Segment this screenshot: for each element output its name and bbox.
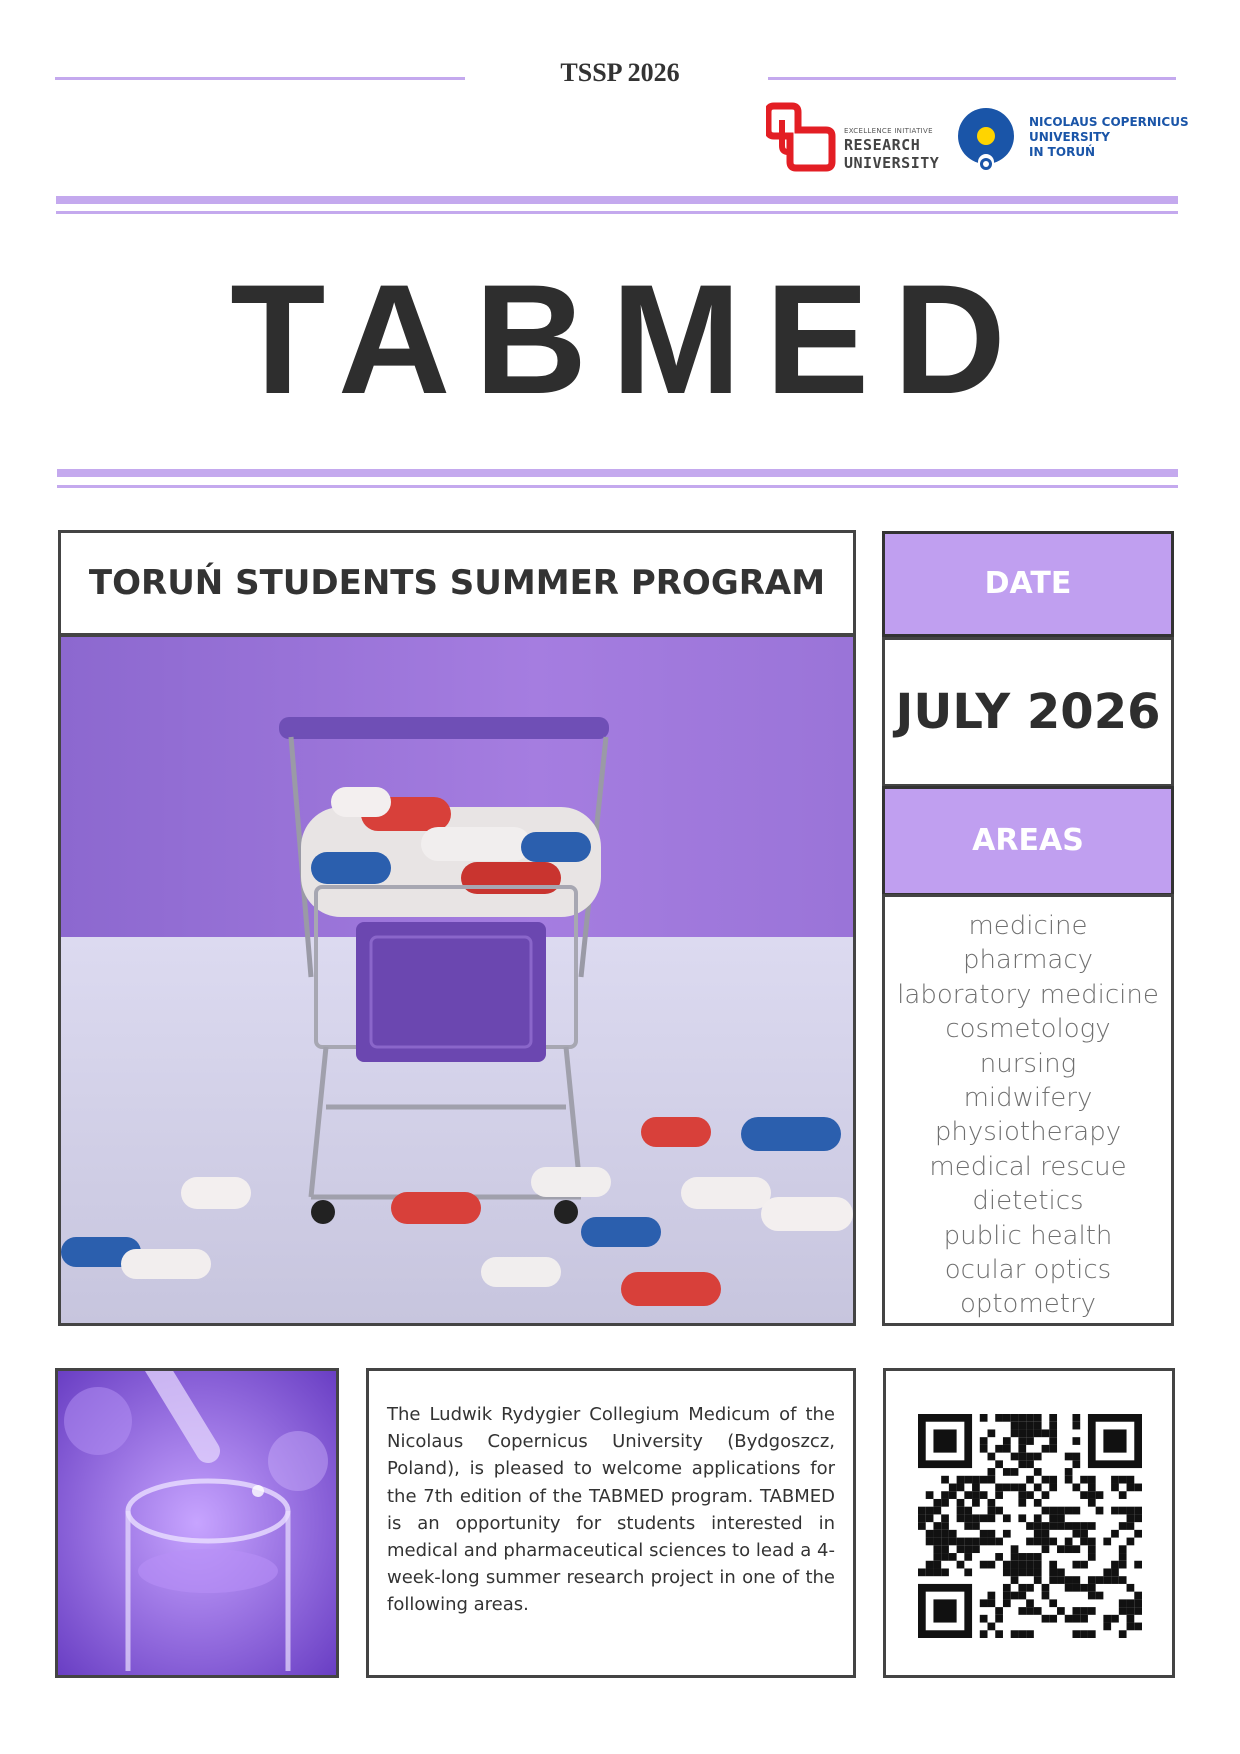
- areas-list: [885, 897, 1171, 1322]
- title-rule-thin: [57, 485, 1178, 488]
- header-rule-thick: [56, 196, 1178, 204]
- program-description: The Ludwik Rydygier Collegium Medicum of the Nicolaus Copernicus University (Bydgoszcz, Poland), is pleased to welcome applications for the 7th edition of the TABMED program. TABMED is an opportunity for students interested in medical and pharmaceutical sciences to lead a 4-week-long summer research project in one of the following areas.: [387, 1404, 835, 1616]
- pills-cart-illustration: [61, 637, 853, 1323]
- area-item: medical rescue: [929, 1151, 1127, 1182]
- area-item: dietetics: [972, 1186, 1084, 1217]
- date-value: JULY 2026: [895, 684, 1161, 740]
- area-item: midwifery: [963, 1083, 1093, 1114]
- ncu-emblem-icon: [955, 107, 1017, 173]
- areas-box: [882, 894, 1174, 1326]
- main-title: TABMED: [230, 253, 1030, 427]
- area-item: ocular optics: [944, 1255, 1112, 1286]
- ncu-logo: [955, 107, 1189, 177]
- top-rule-right: [768, 77, 1176, 80]
- research-logo-small-text: EXCELLENCE INITIATIVE: [844, 127, 933, 135]
- ncu-logo-line3: IN TORUŃ: [1029, 145, 1096, 159]
- ncu-logo-line2: UNIVERSITY: [1029, 130, 1110, 144]
- area-item: physiotherapy: [934, 1117, 1122, 1148]
- area-item: laboratory medicine: [897, 979, 1159, 1010]
- area-item: cosmetology: [945, 1014, 1111, 1045]
- program-heading-box: [58, 530, 856, 636]
- qr-code-icon[interactable]: [918, 1414, 1142, 1638]
- title-rule-thick: [57, 469, 1178, 477]
- area-item: optometry: [959, 1289, 1097, 1320]
- area-item: medicine: [968, 911, 1088, 941]
- area-item: pharmacy: [962, 945, 1094, 976]
- ncu-logo-line1: NICOLAUS COPERNICUS: [1029, 115, 1189, 129]
- top-rule-left: [55, 77, 465, 80]
- area-item: nursing: [979, 1048, 1077, 1079]
- header-rule-thin: [56, 211, 1178, 214]
- test-tube-photo: [55, 1368, 339, 1678]
- research-logo-line2: UNIVERSITY: [844, 154, 940, 172]
- description-box: [366, 1368, 856, 1678]
- research-university-mark-icon: [766, 100, 838, 174]
- date-header: [882, 531, 1174, 637]
- test-tube-illustration: [58, 1371, 336, 1675]
- program-code-label: TSSP 2026: [560, 58, 680, 87]
- shopping-cart-photo: [58, 634, 856, 1326]
- areas-header: [882, 786, 1174, 896]
- date-label: DATE: [984, 566, 1072, 601]
- area-item: public health: [943, 1220, 1113, 1251]
- research-university-logo: [766, 100, 940, 175]
- areas-label: AREAS: [972, 823, 1084, 858]
- qr-code-box[interactable]: [883, 1368, 1175, 1678]
- program-heading: TORUŃ STUDENTS SUMMER PROGRAM: [88, 563, 826, 603]
- research-logo-line1: RESEARCH: [844, 136, 921, 154]
- date-box: [882, 637, 1174, 787]
